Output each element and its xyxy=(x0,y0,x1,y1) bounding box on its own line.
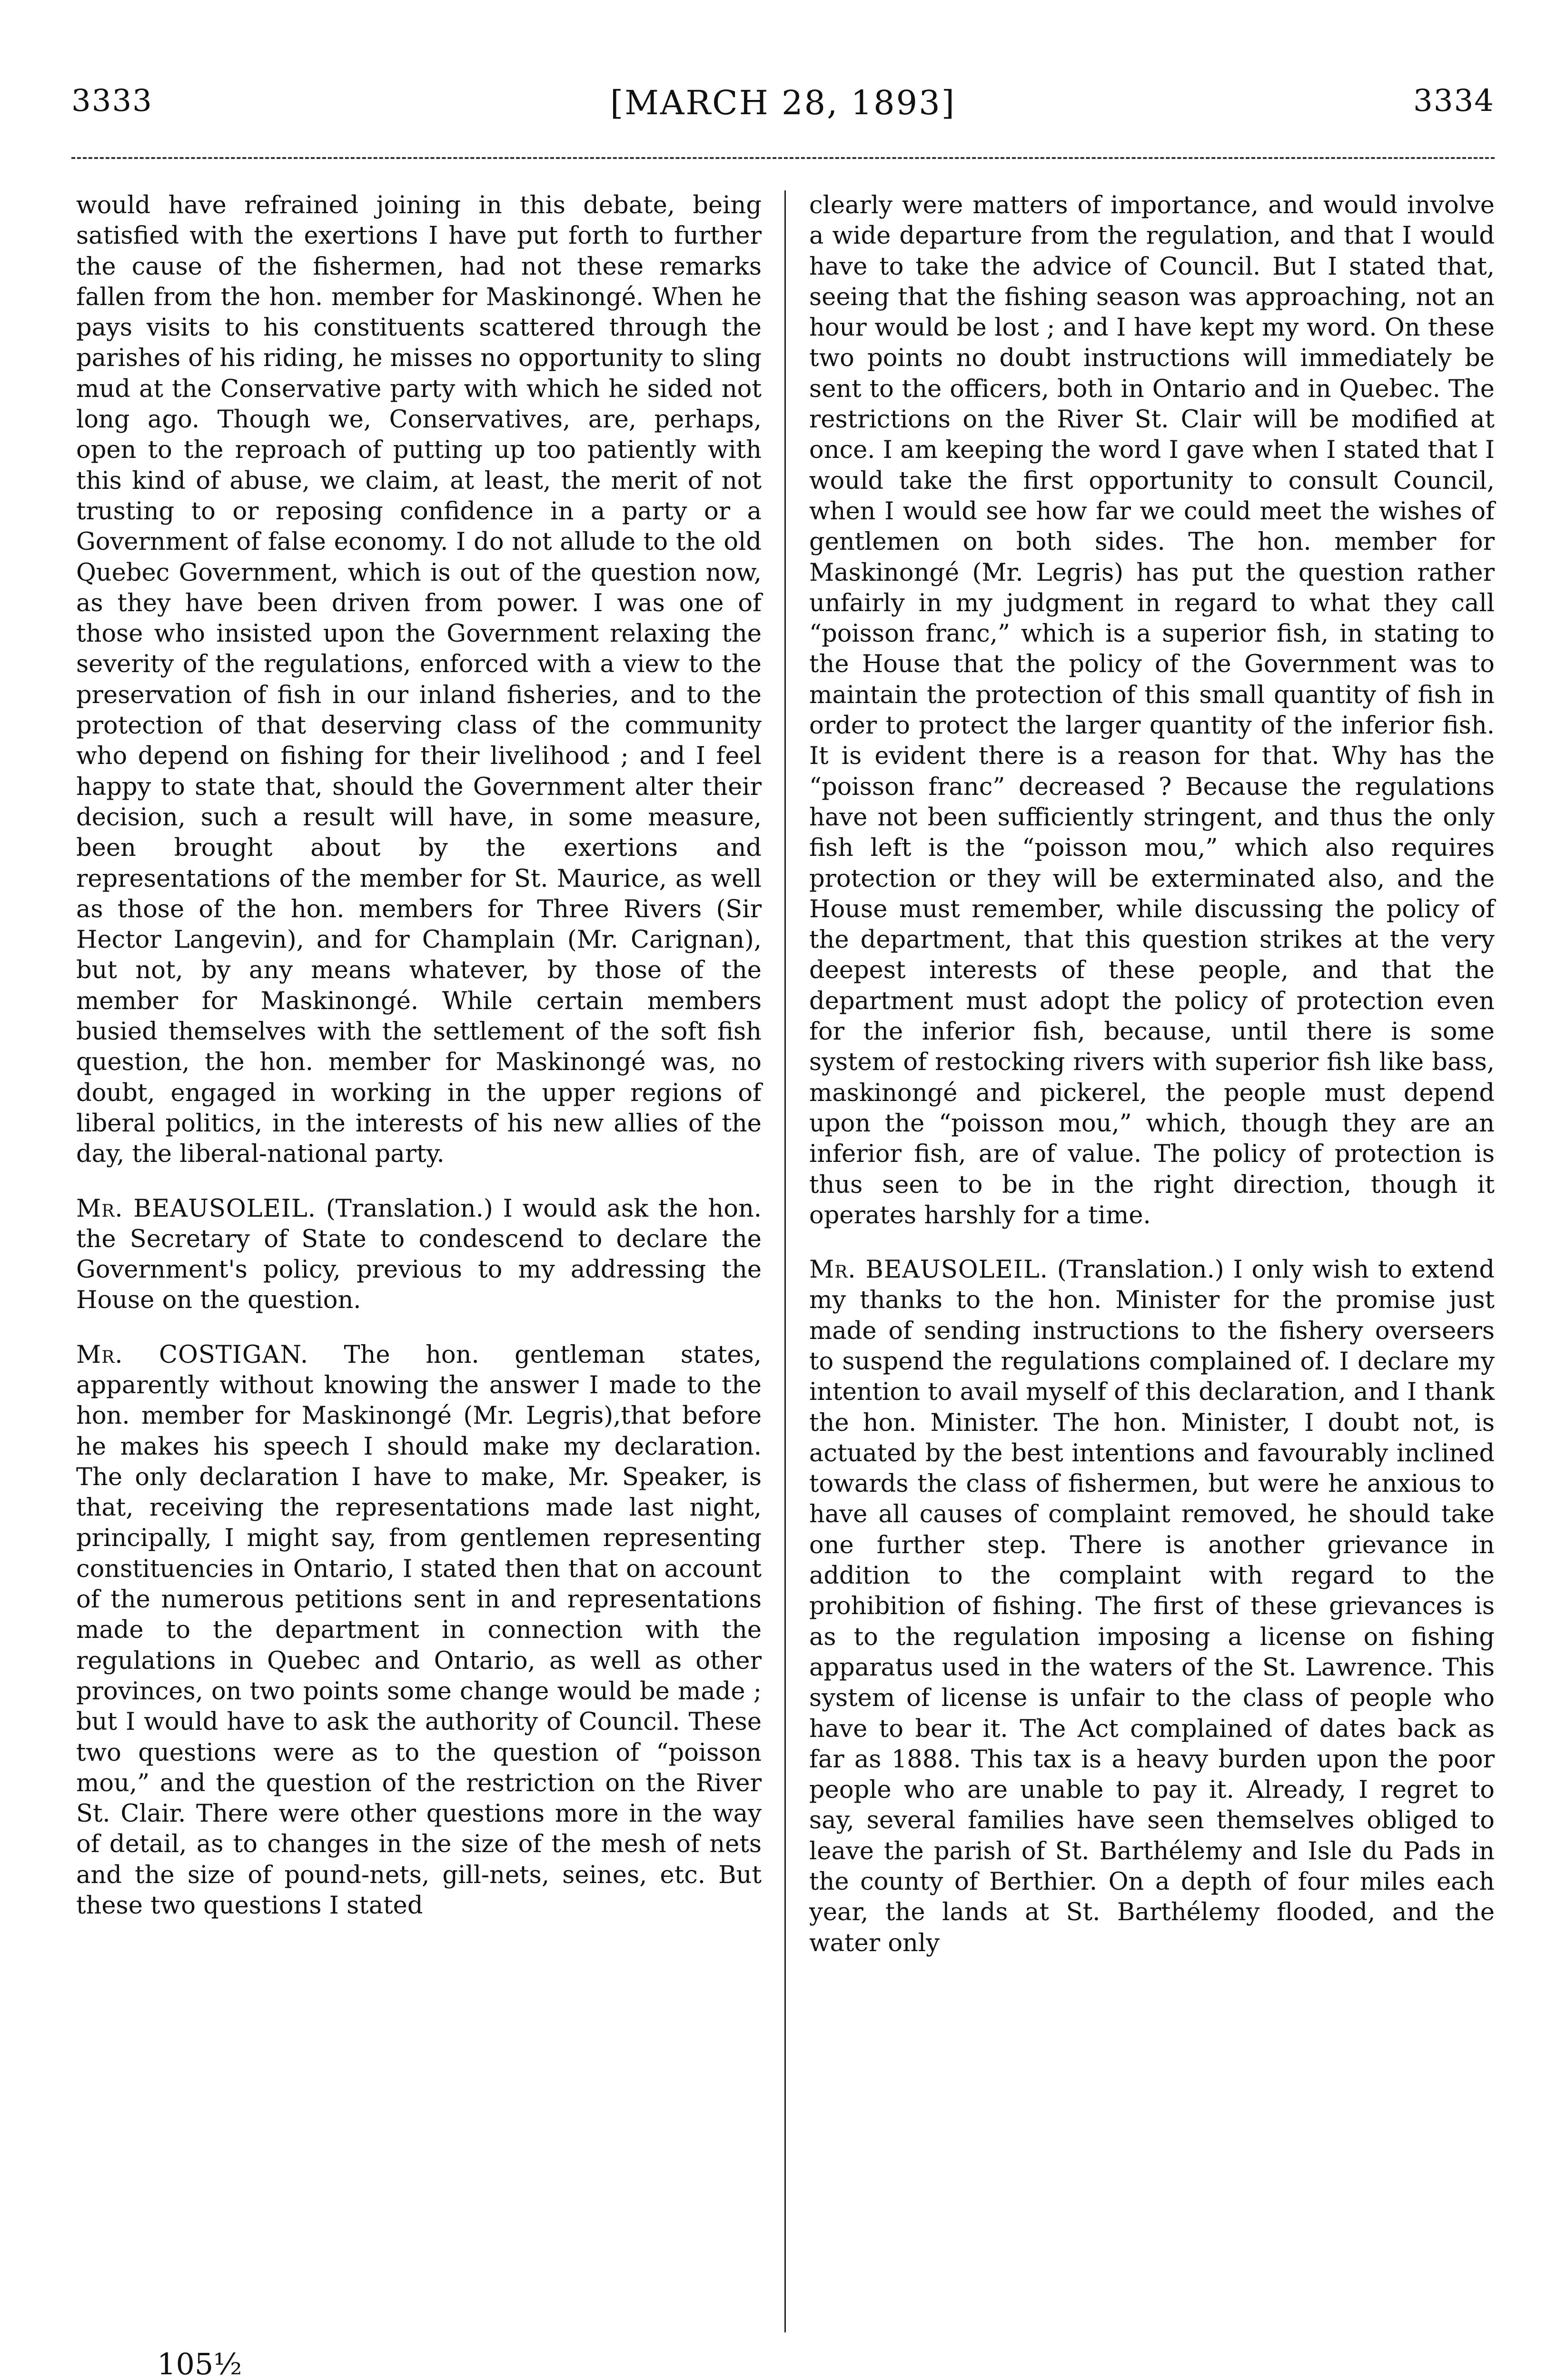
paragraph-continuation: would have refrained joining in this debate, being satisfied with the exertions I have put forth to further the cause of the fishermen, had not these remarks fallen from the hon. member for Maskinongé. When he pays visits to his constituents scattered through the parishes of his riding, he misses no opportunity to sling mud at the Conservative party with which he sided not long ago. Though we, Conservatives, are, perhaps, open to the reproach of putting up too patiently with this kind of abuse, we claim, at least, the merit of not trusting to or reposing confidence in a party or a Government of false economy. I do not allude to the old Quebec Government, which is out of the question now, as they have been driven from power. I was one of those who insisted upon the Government relaxing the severity of the regulations, enforced with a view to the preservation of fish in our inland fisheries, and to the protection of that deserving class of the community who depend on fishing for their livelihood ; and I feel happy to state that, should the Government alter their decision, such a result will have, in some measure, been brought about by the exertions and representations of the member for St. Maurice, as well as those of the hon. members for Three Rivers (Sir Hector Langevin), and for Champlain (Mr. Carignan), but not, by any means whatever, by those of the member for Maskinongé. While certain members busied themselves with the settlement of the soft fish question, the hon. member for Maskinongé was, no doubt, engaged in working in the upper regions of liberal politics, in the interests of his new allies of the day, the liberal-national party. xyxy=(76,191,762,1169)
page-number-right: 3334 xyxy=(1413,83,1495,119)
right-column xyxy=(809,190,1495,1983)
page-date-title: [MARCH 28, 1893] xyxy=(610,83,956,122)
column-divider xyxy=(784,190,786,2332)
speaker-name: Mr. BEAUSOLEIL. xyxy=(76,1194,316,1223)
speech-text: The hon. gentleman states, apparently without knowing the answer I made to the hon. member for Maskinongé (Mr. Legris),that before he makes his speech I should make my declaration. The only declaration I have to make, Mr. Speaker, is that, receiving the representations made last night, principally, I might say, from gentlemen representing constituencies in Ontario, I stated then that on account of the numerous petitions sent in and representations made to the department in connection with the regulations in Quebec and Ontario, as well as other provinces, on two points some change would be made ; but I would have to ask the authority of Council. These two questions were as to the question of “poisson mou,” and the question of the restriction on the River St. Clair. There were other questions more in the way of detail, as to changes in the size of the mesh of nets and the size of pound-nets, gill-nets, seines, etc. But these two questions I stated xyxy=(76,1340,762,1920)
left-column xyxy=(76,190,762,1945)
speech-text: (Translation.) I only wish to extend my thanks to the hon. Minister for the promise just made of sending instructions to the fishery overseers to suspend the regulations complained of. I declare my intention to avail myself of this declaration, and I thank the hon. Minister. The hon. Minister, I doubt not, is actuated by the best intentions and favourably inclined towards the class of fishermen, but were he anxious to have all causes of complaint removed, he should take one further step. There is another grievance in addition to the complaint with regard to the prohibition of fishing. The first of these grievances is as to the regulation imposing a license on fishing apparatus used in the waters of the St. Lawrence. This system of license is unfair to the class of people who have to bear it. The Act complained of dates back as far as 1888. This tax is a heavy burden upon the poor people who are unable to pay it. Already, I regret to say, several families have seen themselves obliged to leave the parish of St. Barthélemy and Isle du Pads in the county of Berthier. On a depth of four miles each year, the lands at St. Barthélemy flooded, and the water only xyxy=(809,1256,1495,1957)
paragraph-beausoleil-thanks xyxy=(809,1255,1495,1959)
header-rule xyxy=(71,157,1495,159)
speaker-name: Mr. COSTIGAN. xyxy=(76,1340,309,1369)
page-header xyxy=(0,0,1566,157)
paragraph-beausoleil-request xyxy=(76,1194,762,1316)
paragraph-costigan-reply xyxy=(76,1340,762,1922)
speech-text: (Translation.) I would ask the hon. the Secretary of State to condescend to declare the Government's policy, previous to my addressing the House on the question. xyxy=(76,1194,762,1315)
paragraph-costigan-continued: clearly were matters of importance, and would involve a wide departure from the regulation, and that I would have to take the advice of Council. But I stated that, seeing that the fishing season was approaching, not an hour would be lost ; and I have kept my word. On these two points no doubt instructions will immediately be sent to the officers, both in Ontario and in Quebec. The restrictions on the River St. Clair will be modified at once. I am keeping the word I gave when I stated that I would take the first opportunity to consult Council, when I would see how far we could meet the wishes of gentlemen on both sides. The hon. member for Maskinongé (Mr. Legris) has put the question rather unfairly in my judgment in regard to what they call “poisson franc,” which is a superior fish, in stating to the House that the policy of the Government was to maintain the protection of this small quantity of fish in order to protect the larger quantity of the inferior fish. It is evident there is a reason for that. Why has the “poisson franc” decreased ? Because the regulations have not been sufficiently stringent, and thus the only fish left is the “poisson mou,” which also requires protection or they will be exterminated also, and the House must remember, while discussing the policy of the department, that this question strikes at the very deepest interests of these people, and that the department must adopt the policy of protection even for the inferior fish, because, until there is some system of restocking rivers with superior fish like bass, maskinongé and pickerel, the people must depend upon the “poisson mou,” which, though they are an inferior fish, are of value. The policy of protection is thus seen to be in the right direction, though it operates harshly for a time. xyxy=(809,191,1495,1230)
folio-mark: 105½ xyxy=(157,2347,242,2380)
page-number-left: 3333 xyxy=(71,83,153,119)
speaker-name: Mr. BEAUSOLEIL. xyxy=(809,1256,1048,1284)
